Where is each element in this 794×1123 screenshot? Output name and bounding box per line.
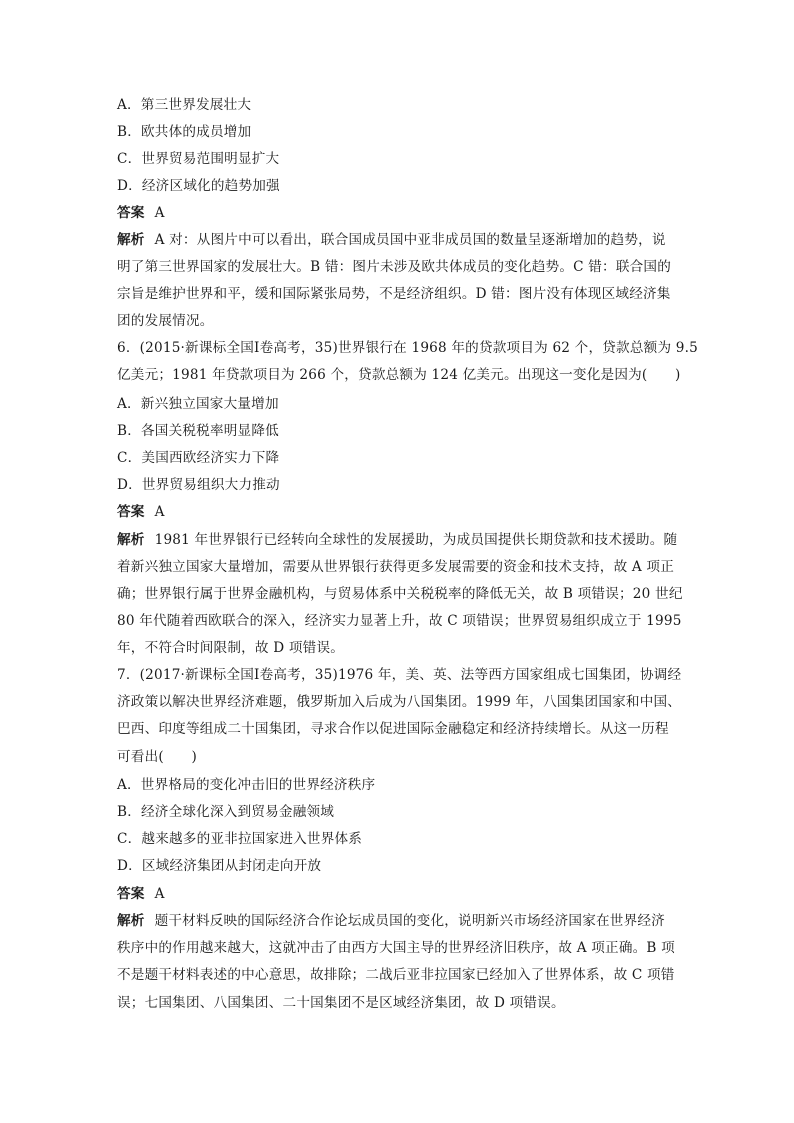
q7-option-c: C．越来越多的亚非拉国家进入世界体系 bbox=[117, 831, 363, 847]
q5-analysis-line: 团的发展情况。 bbox=[117, 313, 214, 329]
q7-analysis-line: 误；七国集团、八国集团、二十国集团不是区域经济集团，故 D 项错误。 bbox=[117, 995, 565, 1011]
q7-analysis-line: 不是题干材料表述的中心意思，故排除；二战后亚非拉国家已经加入了世界体系，故 C 项错 bbox=[117, 967, 675, 983]
q6-answer bbox=[117, 503, 679, 521]
q7-option-a: A．世界格局的变化冲击旧的世界经济秩序 bbox=[117, 777, 376, 793]
q7-stem-line: 可看出( ) bbox=[117, 749, 197, 765]
answer-label: 答案 bbox=[117, 205, 145, 221]
q7-analysis-line: 秩序中的作用越来越大，这就冲击了由西方大国主导的世界经济旧秩序，故 A 项正确。B 项 bbox=[117, 940, 675, 956]
q6-analysis-line: 确；世界银行属于世界金融机构，与贸易体系中关税税率的降低无关，故 B 项错误；20 世纪 bbox=[117, 586, 683, 602]
answer-value: A bbox=[154, 205, 165, 221]
q5-option-a: A．第三世界发展壮大 bbox=[117, 97, 252, 113]
answer-value: A bbox=[154, 886, 165, 902]
q6-option-d: D．世界贸易组织大力推动 bbox=[117, 477, 280, 493]
q7-option-b: B．经济全球化深入到贸易金融领域 bbox=[117, 804, 335, 820]
q7-answer bbox=[117, 885, 679, 903]
q7-stem-line: 7．(2017·新课标全国Ⅰ卷高考，35)1976 年，美、英、法等西方国家组成七国集团，协调经 bbox=[117, 667, 682, 683]
q7-option-d: D．区域经济集团从封闭走向开放 bbox=[117, 858, 322, 874]
q6-option-c: C．美国西欧经济实力下降 bbox=[117, 450, 280, 466]
answer-label: 答案 bbox=[117, 886, 145, 902]
q6-analysis-line: 着新兴独立国家大量增加，需要从世界银行获得更多发展需要的资金和技术支持，故 A 项正 bbox=[117, 559, 675, 575]
q5-answer bbox=[117, 204, 679, 222]
q6-stem-line: 6．(2015·新课标全国Ⅰ卷高考，35)世界银行在 1968 年的贷款项目为 62 个，贷款总额为 9.5 bbox=[117, 340, 698, 356]
q7-analysis-line bbox=[117, 912, 679, 930]
answer-value: A bbox=[154, 504, 165, 520]
q5-option-d: D．经济区域化的趋势加强 bbox=[117, 178, 280, 194]
analysis-text: 1981 年世界银行已经转向全球性的发展援助，为成员国提供长期贷款和技术援助。随 bbox=[154, 532, 678, 548]
q6-analysis-line: 80 年代随着西欧联合的深入，经济实力显著上升，故 C 项错误；世界贸易组织成立于 1995 bbox=[117, 613, 682, 629]
q6-analysis-line bbox=[117, 531, 679, 549]
q5-analysis-line: 明了第三世界国家的发展壮大。B 错：图片未涉及欧共体成员的变化趋势。C 错：联合国的 bbox=[117, 259, 671, 275]
analysis-label: 解析 bbox=[117, 532, 145, 548]
q6-option-a: A．新兴独立国家大量增加 bbox=[117, 396, 279, 412]
analysis-label: 解析 bbox=[117, 913, 145, 929]
q5-option-c: C．世界贸易范围明显扩大 bbox=[117, 151, 280, 167]
analysis-label: 解析 bbox=[117, 232, 145, 248]
answer-label: 答案 bbox=[117, 504, 145, 520]
q6-stem-line: 亿美元；1981 年贷款项目为 266 个，贷款总额为 124 亿美元。出现这一变化是因为( ) bbox=[117, 367, 681, 383]
analysis-text: 题干材料反映的国际经济合作论坛成员国的变化，说明新兴市场经济国家在世界经济 bbox=[154, 913, 665, 929]
q6-option-b: B．各国关税税率明显降低 bbox=[117, 423, 279, 439]
q5-analysis-line: 宗旨是维护世界和平，缓和国际紧张局势，不是经济组织。D 错：图片没有体现区域经济集 bbox=[117, 286, 671, 302]
analysis-text: A 对：从图片中可以看出，联合国成员国中亚非成员国的数量呈逐渐增加的趋势，说 bbox=[154, 232, 666, 248]
q6-analysis-line: 年，不符合时间限制，故 D 项错误。 bbox=[117, 640, 345, 656]
q7-stem-line: 济政策以解决世界经济难题，俄罗斯加入后成为八国集团。1999 年，八国集团国家和中国、 bbox=[117, 694, 682, 710]
q5-analysis-line bbox=[117, 231, 679, 249]
q5-option-b: B．欧共体的成员增加 bbox=[117, 124, 252, 140]
q7-stem-line: 巴西、印度等组成二十国集团，寻求合作以促进国际金融稳定和经济持续增长。从这一历程 bbox=[117, 721, 669, 737]
